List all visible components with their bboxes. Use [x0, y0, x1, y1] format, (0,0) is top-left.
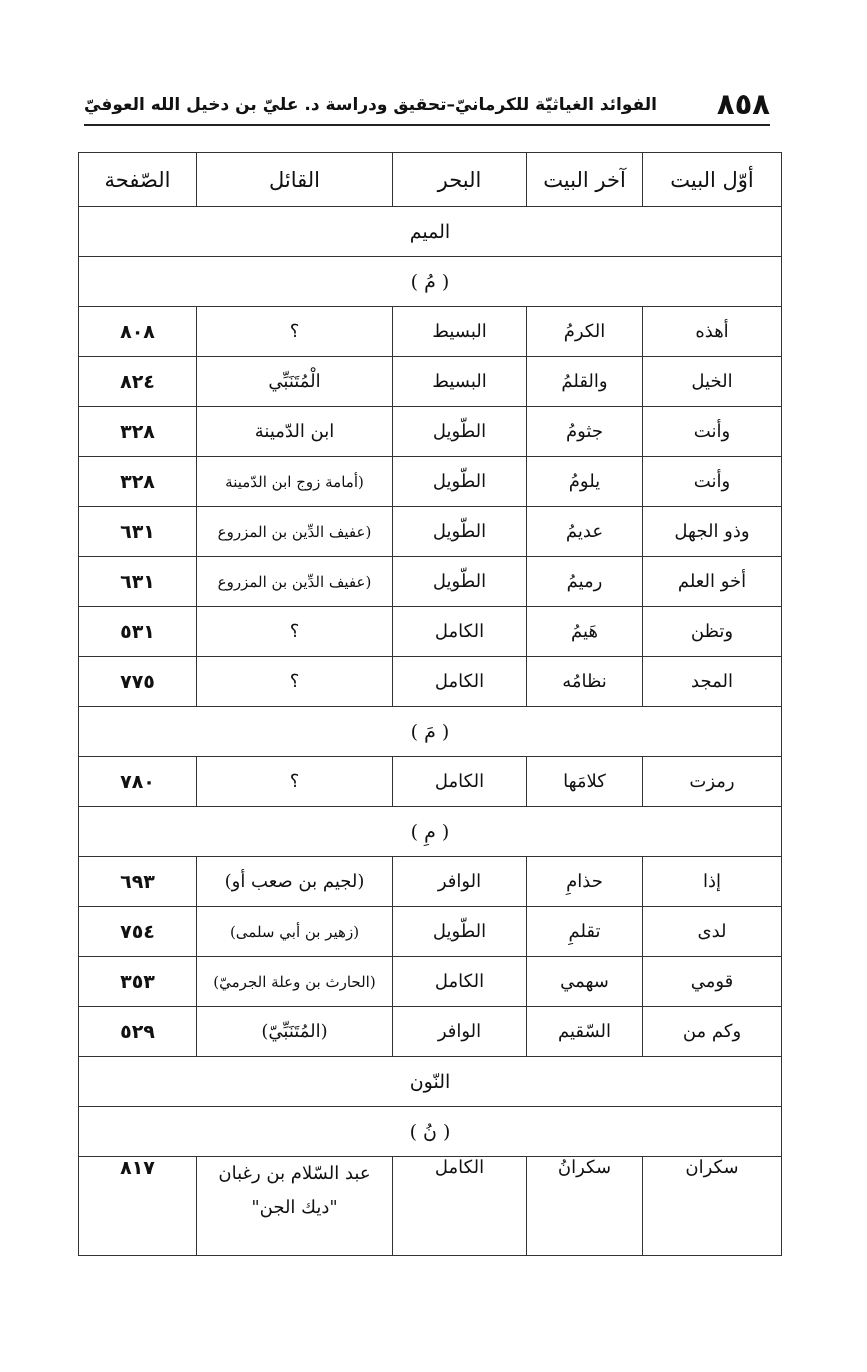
- table-row: [79, 307, 782, 357]
- poet-cell: (لجيم بن صعب أو): [197, 857, 393, 907]
- column-header-page: الصّفحة: [79, 153, 197, 207]
- page-cell: ٥٣١: [79, 607, 197, 657]
- section-label: ( نُ ): [79, 1107, 782, 1157]
- meter-cell: الكامل: [393, 607, 527, 657]
- column-header-poet: القائل: [197, 153, 393, 207]
- page-header: [84, 88, 770, 126]
- table-row: [79, 1007, 782, 1057]
- poet-cell: (أمامة زوج ابن الدّمينة: [197, 457, 393, 507]
- page-cell: ٨١٧: [79, 1157, 197, 1256]
- section-label: النّون: [79, 1057, 782, 1107]
- meter-cell: الطّويل: [393, 507, 527, 557]
- first-line-cell: قومي: [643, 957, 782, 1007]
- section-row: [79, 207, 782, 257]
- meter-cell: الكامل: [393, 957, 527, 1007]
- page-cell: ٣٢٨: [79, 457, 197, 507]
- table-row: [79, 557, 782, 607]
- first-line-cell: سكران: [643, 1157, 782, 1256]
- page-cell: ٥٢٩: [79, 1007, 197, 1057]
- page-cell: ٣٢٨: [79, 407, 197, 457]
- section-row: [79, 257, 782, 307]
- section-row: [79, 1107, 782, 1157]
- last-line-cell: نظامُه: [527, 657, 643, 707]
- first-line-cell: أخو العلم: [643, 557, 782, 607]
- table-row: [79, 357, 782, 407]
- page-cell: ٦٣١: [79, 557, 197, 607]
- meter-cell: الكامل: [393, 1157, 527, 1256]
- table-row: [79, 507, 782, 557]
- page-number: ٨٥٨: [716, 87, 770, 121]
- meter-cell: الطّويل: [393, 407, 527, 457]
- section-row: [79, 707, 782, 757]
- first-line-cell: وأنت: [643, 407, 782, 457]
- meter-cell: الوافر: [393, 857, 527, 907]
- first-line-cell: الخيل: [643, 357, 782, 407]
- first-line-cell: رمزت: [643, 757, 782, 807]
- page-cell: ٧٨٠: [79, 757, 197, 807]
- meter-cell: الكامل: [393, 657, 527, 707]
- page-cell: ٣٥٣: [79, 957, 197, 1007]
- first-line-cell: وذو الجهل: [643, 507, 782, 557]
- meter-cell: الطّويل: [393, 907, 527, 957]
- column-header-meter: البحر: [393, 153, 527, 207]
- first-line-cell: أهذه: [643, 307, 782, 357]
- page-cell: ٧٧٥: [79, 657, 197, 707]
- poet-cell: الْمُتَنَبِّي: [197, 357, 393, 407]
- last-line-cell: هَيمُ: [527, 607, 643, 657]
- poet-cell: (عفيف الدِّين بن المزروع: [197, 557, 393, 607]
- first-line-cell: وأنت: [643, 457, 782, 507]
- last-line-cell: عديمُ: [527, 507, 643, 557]
- poetry-index-table: [78, 152, 782, 1256]
- meter-cell: الوافر: [393, 1007, 527, 1057]
- meter-cell: الطّويل: [393, 457, 527, 507]
- table-header-row: [79, 153, 782, 207]
- poet-cell: عبد السّلام بن رغبان "ديك الجن": [197, 1157, 393, 1256]
- last-line-cell: الكرمُ: [527, 307, 643, 357]
- poet-cell: ابن الدّمينة: [197, 407, 393, 457]
- meter-cell: الطّويل: [393, 557, 527, 607]
- running-title: الفوائد الغياثيّة للكرمانيّ–تحقيق ودراسة د. عليّ بن دخيل الله العوفيّ: [84, 95, 657, 115]
- poet-cell: (المُتَنَبِّيّ): [197, 1007, 393, 1057]
- table-row: [79, 457, 782, 507]
- first-line-cell: وكم من: [643, 1007, 782, 1057]
- poet-cell: ؟: [197, 607, 393, 657]
- table-row: [79, 607, 782, 657]
- page-cell: ٨٢٤: [79, 357, 197, 407]
- first-line-cell: وتظن: [643, 607, 782, 657]
- last-line-cell: رميمُ: [527, 557, 643, 607]
- section-label: الميم: [79, 207, 782, 257]
- last-line-cell: والقلمُ: [527, 357, 643, 407]
- poet-cell: (عفيف الدِّين بن المزروع: [197, 507, 393, 557]
- first-line-cell: إذا: [643, 857, 782, 907]
- poet-cell: (زهير بن أبي سلمى): [197, 907, 393, 957]
- first-line-cell: المجد: [643, 657, 782, 707]
- poet-cell: ؟: [197, 757, 393, 807]
- page-cell: ٨٠٨: [79, 307, 197, 357]
- last-line-cell: السّقيم: [527, 1007, 643, 1057]
- table-row: [79, 857, 782, 907]
- poet-cell: ؟: [197, 307, 393, 357]
- last-line-cell: تقلمِ: [527, 907, 643, 957]
- section-row: [79, 807, 782, 857]
- column-header-first-line: أوّل البيت: [643, 153, 782, 207]
- table-row: [79, 657, 782, 707]
- meter-cell: البسيط: [393, 307, 527, 357]
- meter-cell: البسيط: [393, 357, 527, 407]
- poet-cell: (الحارث بن وعلة الجرميّ): [197, 957, 393, 1007]
- last-line-cell: يلومُ: [527, 457, 643, 507]
- table-row: [79, 907, 782, 957]
- table-row: [79, 757, 782, 807]
- last-line-cell: جثومُ: [527, 407, 643, 457]
- last-line-cell: كلامَها: [527, 757, 643, 807]
- first-line-cell: لدى: [643, 907, 782, 957]
- section-label: ( مِ ): [79, 807, 782, 857]
- table-row: [79, 407, 782, 457]
- last-line-cell: سكرانُ: [527, 1157, 643, 1256]
- page-cell: ٧٥٤: [79, 907, 197, 957]
- section-label: ( مُ ): [79, 257, 782, 307]
- section-row: [79, 1057, 782, 1107]
- poet-cell: ؟: [197, 657, 393, 707]
- last-line-cell: سهمي: [527, 957, 643, 1007]
- page-cell: ٦٣١: [79, 507, 197, 557]
- column-header-last-line: آخر البيت: [527, 153, 643, 207]
- table-row: [79, 957, 782, 1007]
- meter-cell: الكامل: [393, 757, 527, 807]
- table-row: [79, 1157, 782, 1256]
- section-label: ( مَ ): [79, 707, 782, 757]
- last-line-cell: حذامِ: [527, 857, 643, 907]
- page-cell: ٦٩٣: [79, 857, 197, 907]
